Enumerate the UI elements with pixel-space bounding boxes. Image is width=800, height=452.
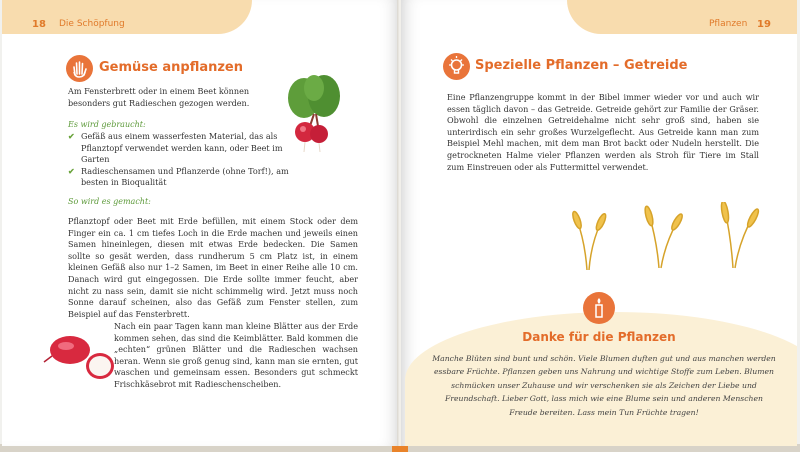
radish-slices-illustration xyxy=(40,326,122,388)
left-page xyxy=(2,0,399,446)
prayer-title: Danke für die Pflanzen xyxy=(522,330,676,344)
page-number: 18 xyxy=(32,19,46,30)
list-item: ✔ Radieschensamen und Pflanzerde (ohne Torf!), am besten in Bioqualität xyxy=(68,165,289,188)
running-header: Pflanzen xyxy=(709,19,748,29)
right-page xyxy=(401,0,797,446)
howto-heading: So wird es gemacht: xyxy=(68,197,151,206)
section-title: Spezielle Pflanzen – Getreide xyxy=(475,58,688,73)
howto-text: Pflanztopf oder Beet mit Erde befüllen, mit einem Stock oder dem Finger ein ca. 1 cm tiefes Loch in die Erde machen und jeweils einen Samen hineinlegen, diesen mit etwas Erde bedecken. Die Samen sollte so gesät werden, dass rundherum 5 cm Platz ist, in einem kleinen Gefäß also nur 1–2 Samen, im Beet in einer Reihe alle 10 cm. Danach wird gut eingegossen. Die Erde sollte immer feucht, aber nicht zu nass sein, damit sie nicht schimmelig wird. Jetzt muss noch Sonne darauf scheinen, also das Gefäß zum Fenster stellen, zum Beispiel auf das Fensterbrett. xyxy=(68,216,358,319)
candle-icon xyxy=(583,292,615,324)
prayer-text: Manche Blüten sind bunt und schön. Viele Blumen duften gut und aus manchen werden essbare Früchte. Pflanzen geben uns Nahrung und wichtige Stoffe zum Leben. Blumen schmücken unser Zuhause und wir verschenken sie als Zeichen der Liebe und Freundschaft. Lieber Gott, lass mich wie eine Blume sein und anderen Menschen Freude bereiten. Lass mein Tun Früchte tragen! xyxy=(432,354,776,417)
hand-icon xyxy=(66,55,93,82)
running-header: Die Schöpfung xyxy=(59,19,125,29)
needed-list xyxy=(68,131,298,189)
section-title: Gemüse anpflanzen xyxy=(99,60,244,75)
howto-text-continued: Nach ein paar Tagen kann man kleine Blätter aus der Erde kommen sehen, das sind die Keimblätter. Bald kommen die „echten“ grünen Blätter und die Radieschen wachsen heran. Wenn sie groß genug sind, kann man sie ernten, gut waschen und gemeinsam essen. Besonders gut schmeckt Frischkäsebrot mit Radieschenscheiben. xyxy=(114,321,358,390)
intro-text: Am Fensterbrett oder in einem Beet können besonders gut Radieschen gezogen werden. xyxy=(68,86,250,108)
list-item: ✔ Gefäß aus einem wasserfesten Material, das als Pflanztopf verwendet werden kann, oder Beet im Garten xyxy=(68,131,283,165)
getreide-text: Eine Pflanzengruppe kommt in der Bibel immer wieder vor und auch wir essen täglich davon – das Getreide. Getreide gehört zur Familie der Gräser. Obwohl die einzelnen Getreidehalme nicht sehr groß sind, haben sie unterirdisch ein sehr großes Wurzelgeflecht. Aus Getreide kann man zum Beispiel Mehl machen, mit dem man Brot backt oder Nudeln herstellt. Die getrockneten Halme vieler Pflanzen werden als Stroh für Tiere im Stall zum Einstreuen oder als Futtermittel verwendet. xyxy=(447,92,759,172)
lightbulb-icon xyxy=(443,53,470,80)
check-icon: ✔ xyxy=(68,165,75,176)
wheat-illustration xyxy=(565,202,771,272)
check-icon: ✔ xyxy=(68,131,75,141)
needed-heading: Es wird gebraucht: xyxy=(68,120,146,129)
page-number: 19 xyxy=(757,19,771,30)
